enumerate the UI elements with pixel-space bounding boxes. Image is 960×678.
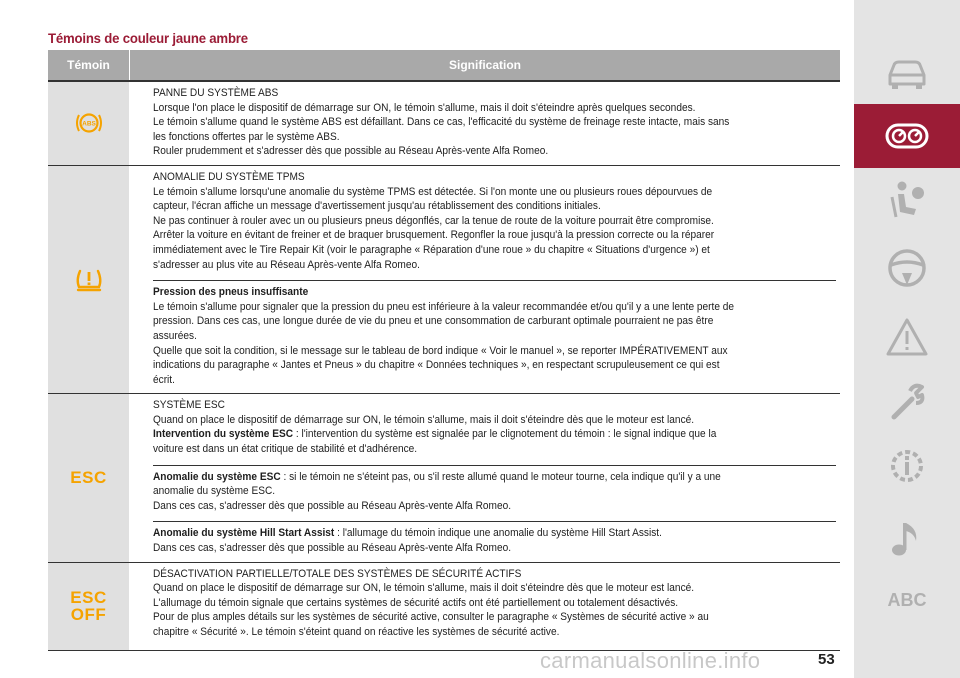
table-row-esc-off bbox=[48, 562, 840, 651]
text-line: Quelle que soit la condition, si le message sur le tableau de bord indique « Voir le manuel », se reporter IMPÉRATIVEMENT aux bbox=[153, 344, 728, 357]
abs-warning-icon bbox=[75, 111, 103, 135]
text-line: Dans ces cas, s'adresser dès que possible au Réseau Après-vente Alfa Romeo. bbox=[153, 542, 512, 555]
text-line: anomalie du système ESC. bbox=[153, 485, 276, 498]
gear-info-icon bbox=[884, 443, 930, 489]
text-line: Le témoin s'allume lorsqu'une anomalie du système TPMS est détectée. Si l'on monte une ou plusieurs roues dépourvues de bbox=[153, 185, 713, 198]
text-line: Le témoin s'allume quand le système ABS est défaillant. Dans ce cas, l'efficacité du système de freinage reste intacte, mais sans bbox=[153, 116, 730, 129]
text-line: s'adresser au plus vite au Réseau Après-vente Alfa Romeo. bbox=[153, 258, 420, 271]
text-line: Dans ces cas, s'adresser dès que possible au Réseau Après-vente Alfa Romeo. bbox=[153, 499, 512, 512]
text-line: Anomalie du système Hill Start Assist : l'allumage du témoin indique une anomalie du système Hill Start Assist. bbox=[153, 527, 662, 540]
text-line: Quand on place le dispositif de démarrage sur ON, le témoin s'allume, mais il doit s'éteindre dès que le moteur est lancé. bbox=[153, 413, 695, 426]
section-title: Témoins de couleur jaune ambre bbox=[48, 30, 248, 46]
text-line: assurées. bbox=[153, 329, 197, 342]
abs-title: PANNE DU SYSTÈME ABS bbox=[153, 87, 279, 99]
text-line: pression. Dans ces cas, une longue durée de vie du pneu et une consommation de carburant optimale pourraient ne pas être bbox=[153, 315, 714, 328]
table-row-tpms bbox=[48, 165, 840, 393]
wrench-icon bbox=[884, 379, 930, 425]
pressure-heading: Pression des pneus insuffisante bbox=[153, 286, 309, 299]
table-row-esc bbox=[48, 393, 840, 561]
nav-item-maintenance[interactable] bbox=[854, 434, 960, 498]
nav-item-driving[interactable] bbox=[854, 236, 960, 300]
text-cell bbox=[129, 563, 840, 650]
text-line: indications du paragraphe « Jantes et Pneus » du chapitre « Données techniques », en respectant scrupuleusement ce qui est bbox=[153, 359, 720, 372]
tpms-anomaly-block bbox=[153, 166, 836, 278]
esc-anomaly-block bbox=[153, 466, 836, 520]
abs-block bbox=[153, 82, 836, 165]
table-row-abs bbox=[48, 80, 840, 165]
icon-cell bbox=[48, 394, 129, 561]
esc-off-warning-icon: ESC OFF bbox=[70, 588, 107, 625]
esc-off-title: DÉSACTIVATION PARTIELLE/TOTALE DES SYSTÈMES DE SÉCURITÉ ACTIFS bbox=[153, 567, 522, 580]
watermark: carmanualsonline.info bbox=[540, 648, 761, 673]
warning-lights-table bbox=[48, 50, 840, 651]
tpms-title: ANOMALIE DU SYSTÈME TPMS bbox=[153, 170, 305, 183]
header-temoin: Témoin bbox=[67, 58, 110, 72]
nav-item-vehicle[interactable] bbox=[854, 42, 960, 106]
steering-wheel-icon bbox=[884, 245, 930, 291]
text-line: Rouler prudemment et s'adresser dès que possible au Réseau Après-vente Alfa Romeo. bbox=[153, 145, 549, 158]
header-signification: Signification bbox=[129, 50, 840, 80]
icon-cell bbox=[48, 166, 129, 393]
nav-item-safety[interactable] bbox=[854, 168, 960, 232]
text-line: chapitre « Sécurité ». Le témoin s'éteint quand on réactive les systèmes de sécurité active. bbox=[153, 626, 560, 638]
icon-cell bbox=[48, 82, 129, 165]
seated-person-airbag-icon bbox=[884, 177, 930, 223]
icon-cell bbox=[48, 563, 129, 650]
text-cell bbox=[129, 166, 840, 393]
text-line: Quand on place le dispositif de démarrage sur ON, le témoin s'allume, mais il doit s'éteindre dès que le moteur est lancé. bbox=[153, 582, 695, 595]
music-note-icon bbox=[884, 515, 930, 561]
chapter-sidebar bbox=[854, 0, 960, 678]
hill-start-block bbox=[153, 522, 836, 561]
table-header bbox=[48, 50, 840, 80]
text-cell bbox=[129, 394, 840, 561]
text-line: les fonctions offertes par le système ABS. bbox=[153, 130, 340, 143]
text-cell bbox=[129, 82, 840, 165]
dashboard-gauges-icon bbox=[884, 113, 930, 159]
nav-item-warnings[interactable] bbox=[854, 306, 960, 370]
text-line: Ne pas continuer à rouler avec un ou plusieurs pneus dégonflés, car la tenue de route de la voiture pourrait être compromise. bbox=[153, 214, 714, 227]
tpms-pressure-block bbox=[153, 281, 836, 393]
abc-index-label: ABC bbox=[887, 589, 927, 610]
text-line: immédiatement avec le Tire Repair Kit (voir le paragraphe « Réparation d'une roue » du chapitre « Situations d'urgence ») et bbox=[153, 243, 710, 256]
car-icon bbox=[884, 51, 930, 97]
nav-item-emergency[interactable] bbox=[854, 370, 960, 434]
text-line: Anomalie du système ESC : si le témoin ne s'éteint pas, ou s'il reste allumé quand le moteur tourne, cela indique qu'il y a une bbox=[153, 470, 721, 483]
text-line: capteur, l'écran affiche un message d'avertissement jusqu'au rétablissement des conditions initiales. bbox=[153, 200, 601, 213]
nav-item-multimedia[interactable] bbox=[854, 506, 960, 570]
page-number: 53 bbox=[818, 651, 835, 668]
nav-item-index[interactable] bbox=[854, 568, 960, 632]
tpms-warning-icon bbox=[74, 265, 104, 295]
text-line: Lorsque l'on place le dispositif de démarrage sur ON, le témoin s'allume, mais il doit s'éteindre après quelques secondes. bbox=[153, 101, 696, 114]
text-line: L'allumage du témoin signale que certains systèmes de sécurité actifs ont été partiellement ou totalement désactivés. bbox=[153, 596, 679, 609]
text-line: Arrêter la voiture en évitant de freiner et de braquer brusquement. Regonfler la roue jusqu'à la pression correcte ou la réparer bbox=[153, 229, 715, 242]
text-line: voiture est dans un état critique de stabilité et d'adhérence. bbox=[153, 443, 418, 456]
esc-off-block bbox=[153, 563, 836, 650]
esc-warning-icon: ESC bbox=[70, 468, 107, 488]
svg-text:ABS: ABS bbox=[81, 120, 96, 128]
warning-triangle-icon bbox=[884, 315, 930, 361]
text-line: Pour de plus amples détails sur les systèmes de sécurité active, consulter le paragraphe « Systèmes de sécurité active » au bbox=[153, 611, 709, 624]
text-line: Le témoin s'allume pour signaler que la pression du pneu est inférieure à la valeur recommandée et/ou qu'il y a une lente perte de bbox=[153, 300, 735, 313]
text-line: écrit. bbox=[153, 373, 175, 386]
esc-block bbox=[153, 394, 836, 462]
nav-item-dashboard[interactable] bbox=[854, 104, 960, 168]
esc-title: SYSTÈME ESC bbox=[153, 399, 225, 412]
text-line: Intervention du système ESC : l'intervention du système est signalée par le clignotement du témoin : le signal indique que la bbox=[153, 428, 717, 441]
